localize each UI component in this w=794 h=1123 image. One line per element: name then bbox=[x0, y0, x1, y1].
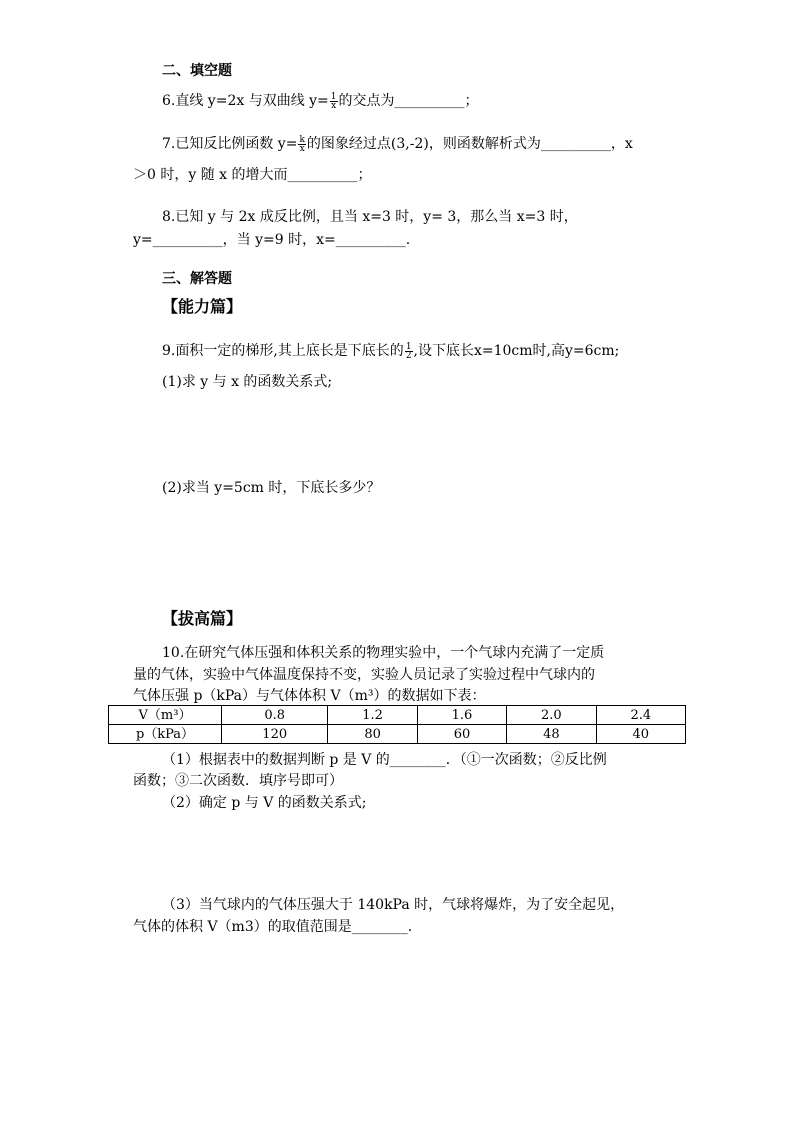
question-9 bbox=[162, 342, 619, 360]
q7-text-before: 7.已知反比例函数 y= bbox=[162, 136, 298, 152]
section-title-fill-in: 二、填空题 bbox=[162, 63, 232, 79]
q9-frac-numerator: 1 bbox=[405, 341, 412, 352]
q7-frac-numerator: k bbox=[299, 134, 305, 145]
question-8-line2: y=__________，当 y=9 时，x=__________. bbox=[133, 232, 411, 248]
question-7-line2: ＞0 时，y 随 x 的增大而__________； bbox=[133, 167, 372, 183]
question-10-line2: 量的气体，实验中气体温度保持不变，实验人员记录了实验过程中气球内的 bbox=[133, 667, 595, 683]
q7-fraction bbox=[298, 136, 305, 153]
q6-frac-numerator: 1 bbox=[330, 91, 337, 102]
advanced-section-title: 【拔高篇】 bbox=[162, 609, 243, 628]
question-8-line1: 8.已知 y 与 2x 成反比例，且当 x=3 时，y= 3，那么当 x=3 时， bbox=[162, 209, 578, 225]
q9-text-before: 9.面积一定的梯形,其上底长是下底长的 bbox=[162, 343, 404, 359]
table-cell: 2.4 bbox=[596, 706, 685, 725]
table-cell: 48 bbox=[507, 725, 596, 744]
table-cell: 40 bbox=[596, 725, 685, 744]
q6-text-after: 的交点为__________； bbox=[338, 93, 479, 109]
table-cell: 1.2 bbox=[328, 706, 417, 725]
question-10-line3: 气体压强 p（kPa）与气体体积 V（m³）的数据如下表： bbox=[133, 688, 486, 704]
q7-text-after: 的图象经过点(3,-2)，则函数解析式为__________，x bbox=[306, 136, 633, 152]
q6-fraction bbox=[330, 93, 338, 110]
table-cell: 0.8 bbox=[222, 706, 328, 725]
question-10-part1-line1: （1）根据表中的数据判断 p 是 V 的________．（①一次函数；②反比例 bbox=[162, 752, 607, 768]
question-9-part1: (1)求 y 与 x 的函数关系式; bbox=[162, 374, 333, 390]
table-row bbox=[109, 706, 686, 725]
question-10-line1: 10.在研究气体压强和体积关系的物理实验中，一个气球内充满了一定质 bbox=[162, 645, 605, 661]
question-9-part2: (2)求当 y=5cm 时，下底长多少？ bbox=[162, 480, 381, 496]
question-10-part1-line2: 函数；③二次函数．填序号即可） bbox=[133, 773, 343, 789]
question-7-line1 bbox=[162, 135, 633, 153]
question-10-part3-line1: （3）当气球内的气体压强大于 140kPa 时，气球将爆炸，为了安全起见， bbox=[162, 897, 625, 913]
table-cell: 60 bbox=[417, 725, 506, 744]
table-cell: 80 bbox=[328, 725, 417, 744]
q6-frac-denominator: x bbox=[331, 100, 337, 111]
question-6 bbox=[162, 92, 479, 110]
question-10-part2: （2）确定 p 与 V 的函数关系式; bbox=[162, 795, 367, 811]
section-title-solve: 三、解答题 bbox=[162, 271, 232, 287]
q6-text-before: 6.直线 y=2x 与双曲线 y= bbox=[162, 93, 329, 109]
q7-frac-denominator: x bbox=[299, 143, 305, 154]
table-cell: 2.0 bbox=[507, 706, 596, 725]
q9-fraction bbox=[405, 343, 413, 360]
data-table bbox=[108, 705, 686, 744]
table-row bbox=[109, 725, 686, 744]
table-cell: p（kPa） bbox=[109, 725, 222, 744]
table-cell: 120 bbox=[222, 725, 328, 744]
ability-section-title: 【能力篇】 bbox=[162, 297, 243, 316]
table-cell: V（m³） bbox=[109, 706, 222, 725]
q9-frac-denominator: 2 bbox=[405, 350, 412, 361]
question-10-part3-line2: 气体的体积 V（m3）的取值范围是________. bbox=[133, 919, 413, 935]
q9-text-after: ,设下底长x=10cm时,高y=6cm; bbox=[413, 343, 620, 359]
table-cell: 1.6 bbox=[417, 706, 506, 725]
